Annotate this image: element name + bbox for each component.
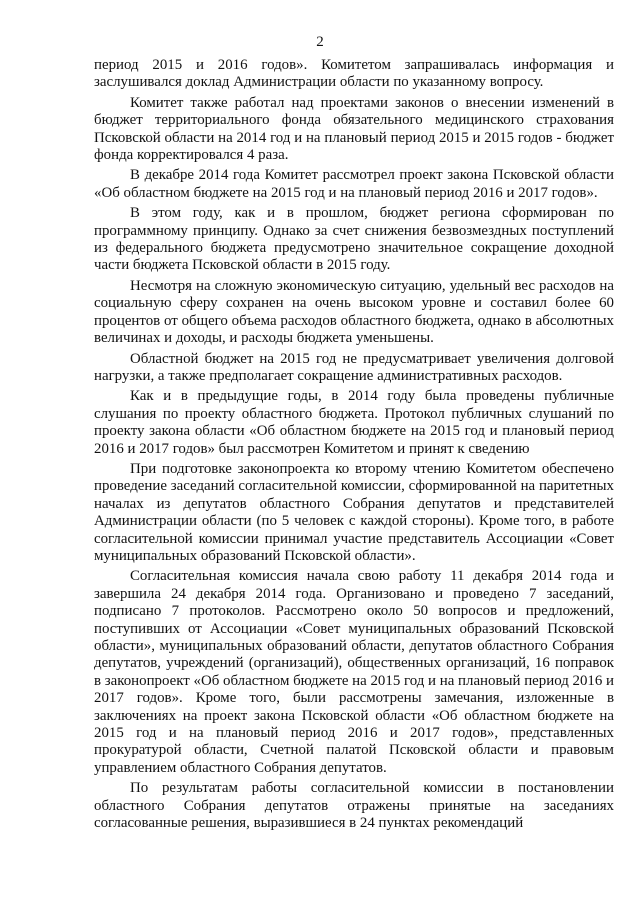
paragraph: Областной бюджет на 2015 год не предусматривает увеличения долговой нагрузки, а также предполагает сокращение административных расходов.: [94, 350, 614, 384]
paragraph: период 2015 и 2016 годов». Комитетом запрашивалась информация и заслушивался доклад Администрации области по указанному вопросу.: [94, 57, 614, 91]
paragraph: По результатам работы согласительной комиссии в постановлении областного Собрания депутатов отражены принятые на заседаниях согласованные решения, выразившиеся в 24 пунктах рекомендаций: [94, 780, 614, 832]
paragraph: Согласительная комиссия начала свою работу 11 декабря 2014 года и завершила 24 декабря 2014 года. Организовано и проведено 7 заседаний, подписано 7 протоколов. Рассмотрено около 50 вопросов и предложений, поступивших от Ассоциации «Совет муниципальных образований Псковской области», муниципальных образований области, депутатов областного Собрания депутатов, учреждений (организаций), общественных организаций, 16 поправок в законопроект «Об областном бюджете на 2015 год и на плановый период 2016 и 2017 годов». Кроме того, были рассмотрены замечания, изложенные в заключениях на проект закона Псковской области «Об областном бюджете на 2015 год и на плановый период 2016 и 2017 годов», представленных прокуратурой области, Счетной палатой Псковской области и правовым управлением областного Собрания депутатов.: [94, 568, 614, 776]
paragraph: Несмотря на сложную экономическую ситуацию, удельный вес расходов на социальную сферу сохранен на очень высоком уровне и составил более 60 процентов от общего объема расходов областного бюджета, однако в абсолютных величинах и доходы, и расходы бюджета уменьшены.: [94, 277, 614, 347]
paragraph: В этом году, как и в прошлом, бюджет региона сформирован по программному принципу. Однако за счет снижения безвозмездных поступлений из федерального бюджета предусмотрено значительное сокращение доходной части бюджета Псковской области в 2015 году.: [94, 205, 614, 274]
paragraph: При подготовке законопроекта ко второму чтению Комитетом обеспечено проведение заседаний согласительной комиссии, сформированной на паритетных началах из депутатов областного Собрания депутатов и представителей Администрации области (по 5 человек с каждой стороны). Кроме того, в работе согласительной комиссии принимал участие представитель Ассоциации «Совет муниципальных образований Псковской области».: [94, 460, 614, 564]
paragraph: Комитет также работал над проектами законов о внесении изменений в бюджет территориального фонда обязательного медицинского страхования Псковской области на 2014 год и на плановый период 2015 и 2015 годов - бюджет фонда корректировался 4 раза.: [94, 94, 614, 164]
paragraph: В декабре 2014 года Комитет рассмотрел проект закона Псковской области «Об областном бюджете на 2015 год и на плановый период 2016 и 2017 годов».: [94, 167, 614, 201]
document-body: [94, 57, 614, 835]
page-number: 2: [316, 34, 324, 50]
paragraph: Как и в предыдущие годы, в 2014 году была проведены публичные слушания по проекту областного бюджета. Протокол публичных слушаний по проекту закона области «Об областном бюджете на 2015 год и плановый период 2016 и 2017 годов» был рассмотрен Комитетом и принят к сведению: [94, 388, 614, 457]
